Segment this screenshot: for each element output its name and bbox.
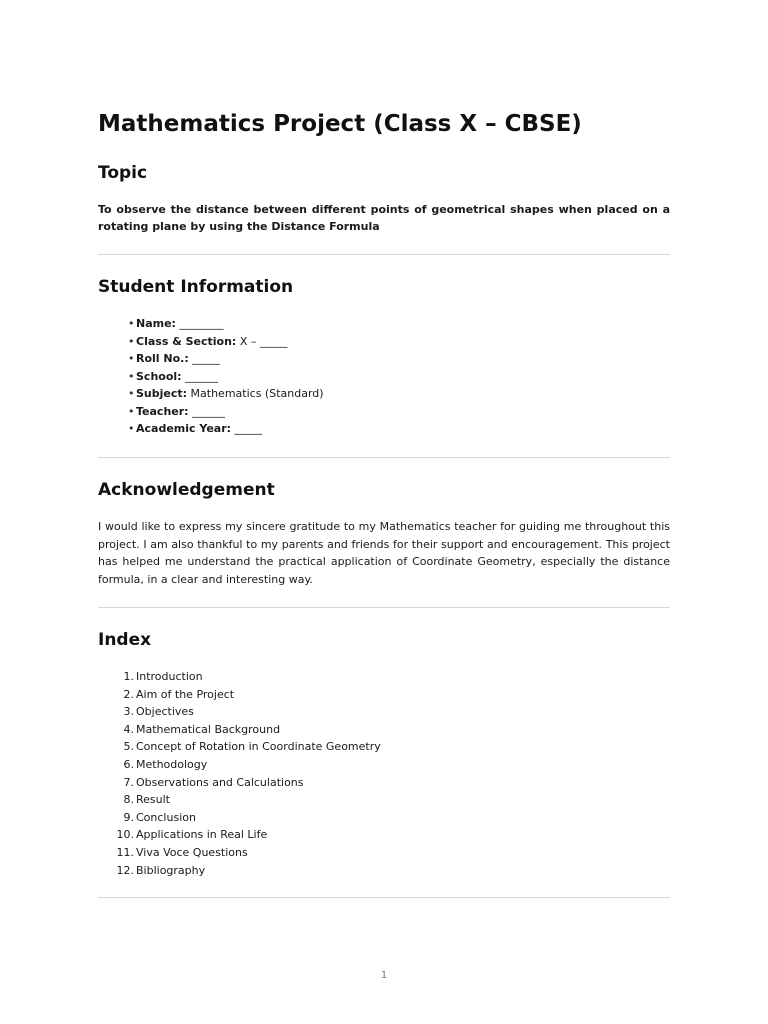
- divider: [98, 897, 670, 898]
- field-value: _____: [188, 352, 220, 365]
- student-info-list: [128, 315, 324, 438]
- list-item: [98, 826, 381, 844]
- index-list: [98, 668, 381, 879]
- list-item: [98, 844, 381, 862]
- list-item: [98, 686, 381, 704]
- item-label: Observations and Calculations: [136, 775, 304, 789]
- page-title: Mathematics Project (Class X – CBSE): [98, 111, 582, 137]
- field-value: _____: [231, 422, 263, 435]
- list-item: [128, 368, 324, 386]
- item-label: Objectives: [136, 705, 194, 719]
- list-item: [98, 738, 381, 756]
- list-item: [128, 403, 324, 421]
- item-number: 11.: [116, 845, 134, 859]
- page-number: 1: [380, 970, 388, 981]
- item-label: Viva Voce Questions: [136, 845, 248, 859]
- item-number: 1.: [123, 670, 134, 683]
- list-item: [128, 315, 324, 333]
- divider: [98, 254, 670, 255]
- list-item: [98, 668, 381, 686]
- list-item: [98, 721, 381, 739]
- list-item: [128, 333, 324, 351]
- item-label: Concept of Rotation in Coordinate Geometry: [136, 740, 381, 754]
- item-number: 4.: [123, 722, 134, 736]
- topic-heading: Topic: [98, 163, 148, 183]
- item-number: 5.: [123, 740, 134, 754]
- list-item: [128, 350, 324, 368]
- item-label: Conclusion: [136, 810, 196, 824]
- item-number: 3.: [123, 705, 134, 719]
- list-item: [98, 756, 381, 774]
- divider: [98, 607, 670, 608]
- list-item: [98, 791, 381, 809]
- list-item: [98, 774, 381, 792]
- student-info-heading: Student Information: [98, 277, 294, 297]
- field-label: Name:: [136, 317, 176, 330]
- item-label: Mathematical Background: [136, 722, 281, 736]
- item-number: 2.: [123, 687, 134, 701]
- index-heading: Index: [98, 630, 152, 650]
- field-value: X – _____: [236, 334, 288, 348]
- item-number: 7.: [123, 775, 134, 789]
- field-label: Class & Section:: [136, 334, 237, 348]
- item-label: Bibliography: [136, 863, 206, 877]
- field-label: Teacher:: [136, 404, 189, 418]
- list-item: [128, 420, 324, 438]
- list-item: [98, 809, 381, 827]
- list-item: [98, 703, 381, 721]
- item-label: Aim of the Project: [136, 687, 235, 701]
- field-label: Subject:: [136, 387, 188, 400]
- field-value: ______: [181, 369, 219, 383]
- item-number: 10.: [116, 828, 134, 842]
- field-label: Roll No.:: [136, 352, 189, 365]
- field-label: School:: [136, 369, 182, 383]
- field-value: Mathematics (Standard): [187, 387, 324, 400]
- item-number: 6.: [123, 757, 134, 771]
- field-value: ______: [188, 404, 226, 418]
- list-item: [98, 862, 381, 880]
- acknowledgement-heading: Acknowledgement: [98, 480, 275, 500]
- item-label: Result: [136, 793, 170, 807]
- item-number: 12.: [116, 863, 134, 877]
- field-value: ________: [175, 317, 224, 330]
- field-label: Academic Year:: [136, 422, 232, 435]
- acknowledgement-text: I would like to express my sincere gratitude to my Mathematics teacher for guiding me throughout this project. I am also thankful to my parents and friends for their support and encouragement. This project has helped me understand the practical application of Coordinate Geometry, especially the distance formula, in a clear and interesting way.: [98, 520, 670, 587]
- divider: [98, 457, 670, 458]
- item-label: Applications in Real Life: [136, 828, 268, 842]
- list-item: [128, 385, 324, 403]
- topic-text: To observe the distance between different points of geometrical shapes when placed on a rotating plane by using the Distance Formula: [98, 203, 670, 233]
- item-number: 8.: [123, 793, 134, 807]
- item-label: Introduction: [136, 670, 203, 683]
- item-label: Methodology: [136, 757, 208, 771]
- item-number: 9.: [123, 810, 134, 824]
